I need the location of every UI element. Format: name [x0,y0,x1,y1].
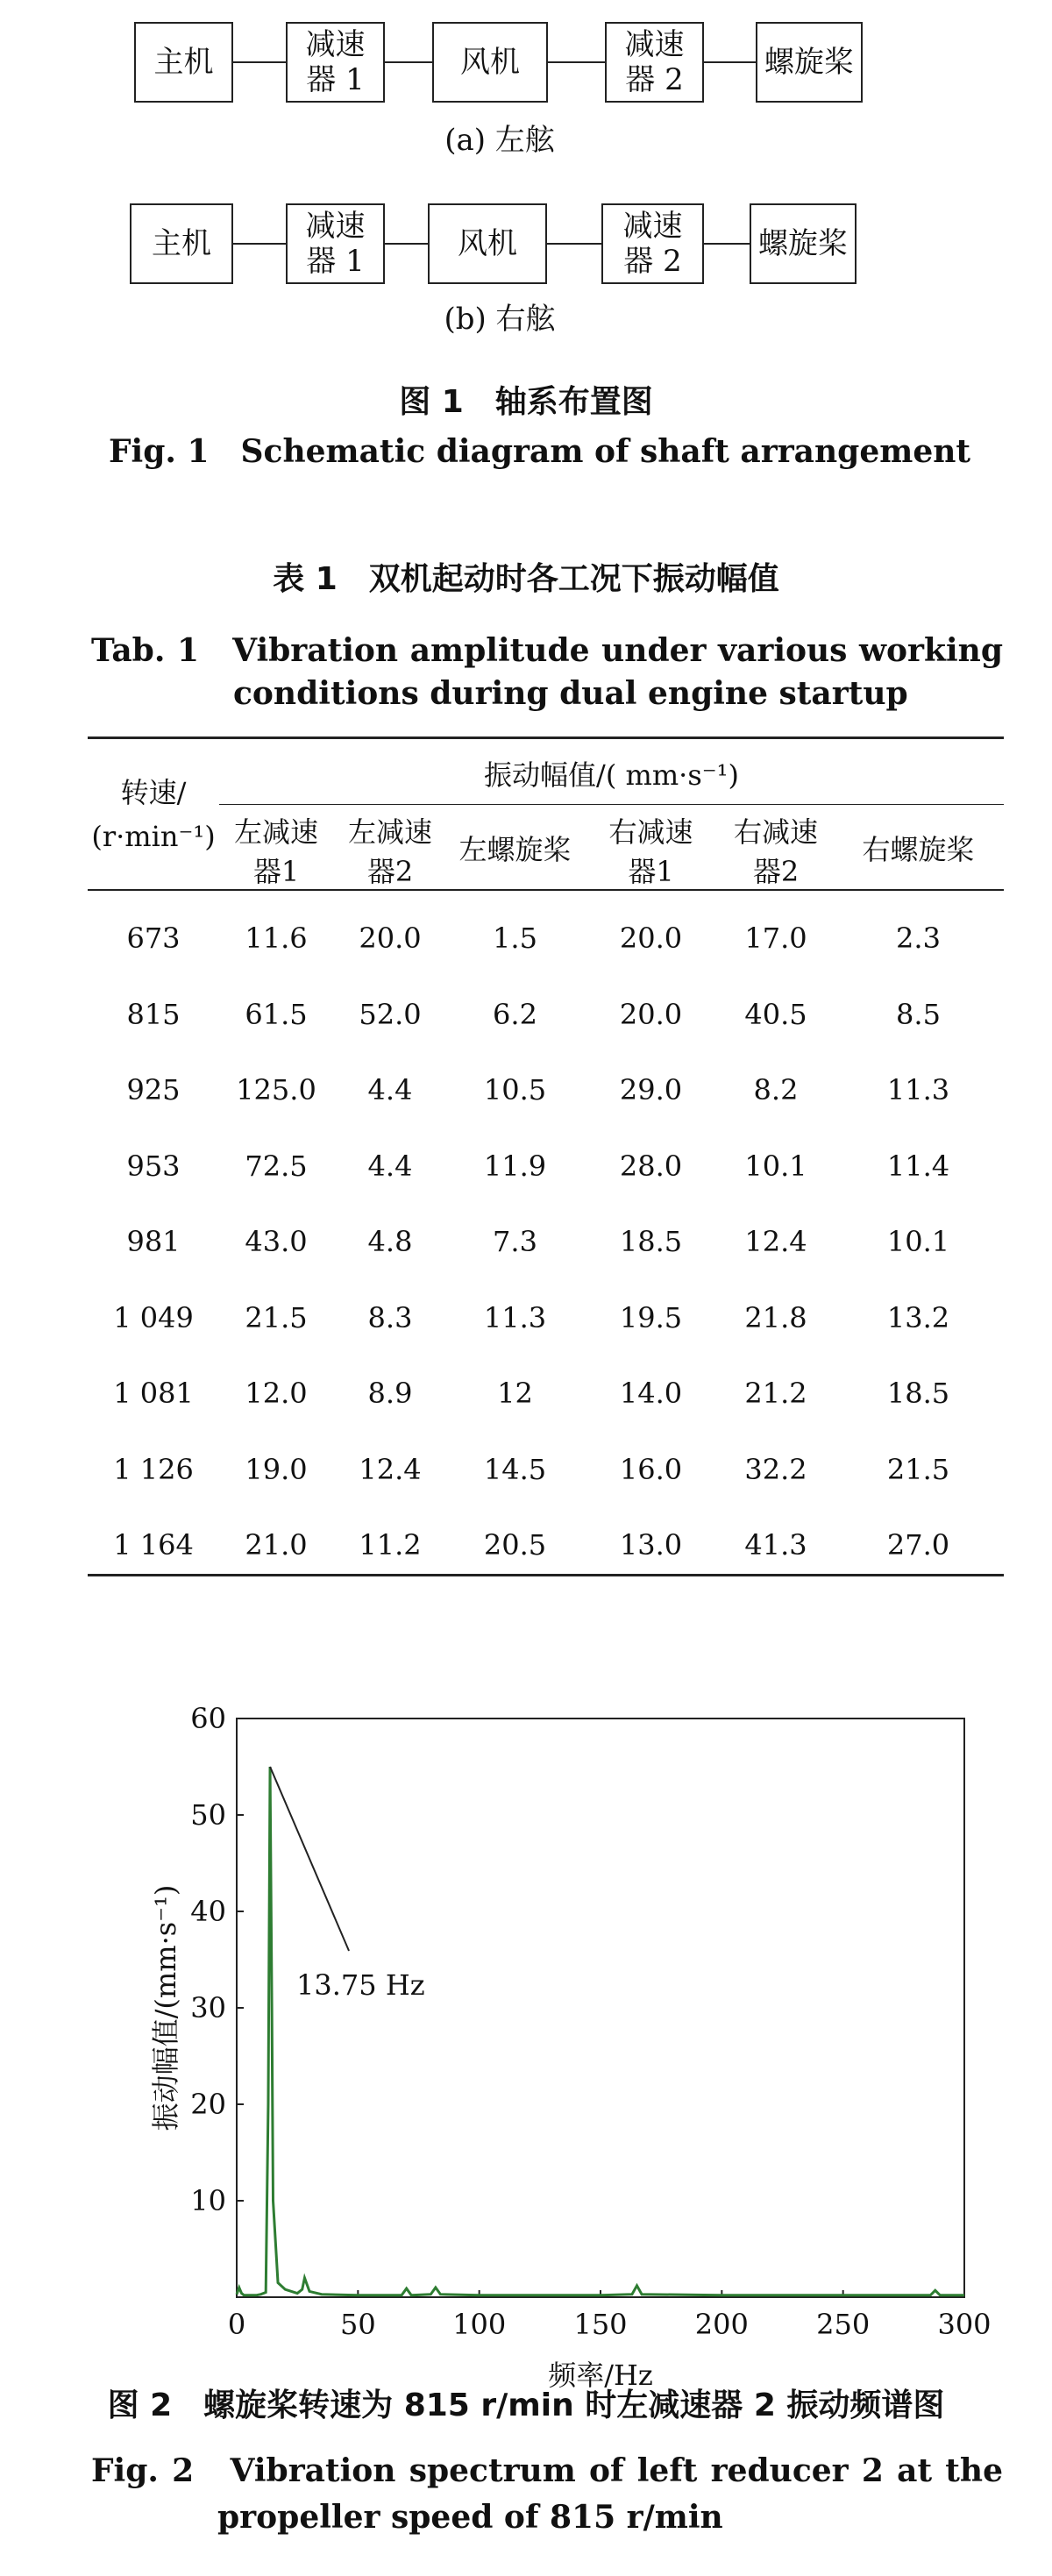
table-top-rule [88,737,1004,739]
amplitude-cell: 41.3 [744,1528,807,1562]
amplitude-cell: 21.5 [886,1452,950,1486]
annotation-label: 13.75 Hz [296,1968,425,2002]
amplitude-cell: 10.1 [886,1225,950,1258]
column-header: 左螺旋桨 [458,833,572,866]
block-fan-right: 风机 [428,203,547,284]
amplitude-cell: 72.5 [245,1149,308,1183]
speed-cell: 1 081 [113,1377,194,1410]
table-1-caption-cn: 表 1 双机起动时各工况下振动幅值 [273,561,779,597]
column-header: 左减速 [233,815,318,849]
amplitude-cell: 20.5 [483,1528,547,1562]
speed-cell: 1 049 [113,1300,194,1334]
y-tick-label: 40 [190,1895,226,1928]
amplitude-cell: 61.5 [245,997,308,1031]
y-tick-label: 60 [190,1702,226,1735]
amplitude-cell: 11.9 [483,1149,547,1183]
x-tick-label: 100 [452,2308,507,2341]
amplitude-cell: 52.0 [359,997,422,1031]
spectrum-line [237,1767,964,2295]
amplitude-cell: 11.3 [886,1073,950,1107]
amplitude-cell: 21.5 [245,1300,308,1334]
column-header-line2: 器1 [628,855,674,888]
block-propeller-left: 螺旋桨 [756,22,863,103]
connector [547,243,601,245]
amplitude-cell: 7.3 [493,1225,537,1258]
amplitude-cell: 19.0 [245,1452,308,1486]
amplitude-cell: 20.0 [619,922,683,955]
amplitude-cell: 11.4 [886,1149,950,1183]
amplitude-cell: 12 [497,1377,533,1410]
amplitude-cell: 21.0 [245,1528,308,1562]
amplitude-cell: 20.0 [619,997,683,1031]
block-reducer2-left: 减速器 2 [605,22,704,103]
x-axis-label: 频率/Hz [548,2359,653,2392]
header-speed-line2: (r·min⁻¹) [91,820,216,853]
amplitude-cell: 12.4 [744,1225,807,1258]
amplitude-cell: 8.5 [896,997,941,1031]
amplitude-cell: 29.0 [619,1073,683,1107]
x-tick-label: 50 [339,2308,376,2341]
amplitude-cell: 40.5 [744,997,807,1031]
subcaption-b: (b) 右舷 [444,302,556,337]
amplitude-cell: 21.8 [744,1300,807,1334]
amplitude-cell: 8.9 [367,1377,413,1410]
connector [385,61,432,63]
block-main-engine-left: 主机 [134,22,233,103]
column-header-line2: 器2 [752,855,800,888]
x-tick-label: 250 [816,2308,871,2341]
spectrum-chart [0,1631,1052,2392]
amplitude-cell: 14.0 [619,1377,683,1410]
block-reducer1-left: 减速器 1 [286,22,385,103]
amplitude-cell: 4.4 [367,1073,413,1107]
y-tick-label: 10 [190,2184,226,2217]
connector [233,61,286,63]
column-header-line2: 器1 [252,855,300,888]
amplitude-cell: 12.0 [245,1377,308,1410]
speed-cell: 953 [126,1149,181,1183]
block-propeller-right: 螺旋桨 [750,203,857,284]
table-bottom-rule [88,1574,1004,1576]
figure-2-caption-en-line1: Fig. 2 Vibration spectrum of left reducer 2 at the [91,2452,1003,2489]
speed-cell: 673 [126,922,181,955]
column-header: 右减速 [608,815,693,849]
x-tick-label: 0 [227,2308,246,2341]
amplitude-cell: 27.0 [886,1528,950,1562]
column-header: 左减速 [347,815,432,849]
figure-1-caption-en: Fig. 1 Schematic diagram of shaft arrangement [109,433,971,470]
amplitude-cell: 13.0 [619,1528,683,1562]
speed-cell: 981 [126,1225,181,1258]
table-1-caption-en-line2: conditions during dual engine startup [233,675,908,712]
speed-cell: 815 [126,997,181,1031]
amplitude-cell: 14.5 [483,1452,547,1486]
amplitude-cell: 18.5 [886,1377,950,1410]
amplitude-cell: 32.2 [744,1452,807,1486]
figure-2-caption-cn: 图 2 螺旋桨转速为 815 r/min 时左减速器 2 振动频谱图 [107,2387,945,2423]
x-tick-label: 150 [573,2308,628,2341]
amplitude-cell: 21.2 [744,1377,807,1410]
y-axis-label: 振动幅值/(mm·s⁻¹) [149,1884,182,2131]
column-header: 右螺旋桨 [862,833,975,866]
amplitude-cell: 125.0 [236,1073,316,1107]
amplitude-cell: 10.5 [483,1073,547,1107]
amplitude-cell: 28.0 [619,1149,683,1183]
block-fan-left: 风机 [432,22,548,103]
x-tick-label: 200 [694,2308,749,2341]
amplitude-cell: 13.2 [886,1300,950,1334]
y-tick-label: 50 [190,1798,226,1832]
speed-cell: 1 126 [113,1452,194,1486]
amplitude-cell: 12.4 [359,1452,422,1486]
amplitude-cell: 19.5 [619,1300,683,1334]
block-main-engine-right: 主机 [130,203,233,284]
connector [548,61,605,63]
connector [385,243,428,245]
connector [704,243,750,245]
amplitude-cell: 6.2 [493,997,537,1031]
speed-cell: 1 164 [113,1528,194,1562]
column-header-line2: 器2 [366,855,414,888]
subcaption-a: (a) 左舷 [444,123,555,158]
figure-1-caption-cn: 图 1 轴系布置图 [399,384,653,420]
column-header: 右减速 [733,815,818,849]
amplitude-cell: 11.6 [245,922,308,955]
y-tick-label: 20 [190,2088,226,2121]
figure-2-caption-en-line2: propeller speed of 815 r/min [217,2499,723,2536]
header-amplitude-group: 振动幅值/( mm·s⁻¹) [484,758,739,792]
table-1-caption-en-line1: Tab. 1 Vibration amplitude under various working [91,632,1003,669]
amplitude-cell: 11.2 [359,1528,422,1562]
speed-cell: 925 [126,1073,181,1107]
amplitude-cell: 20.0 [359,922,422,955]
amplitude-cell: 16.0 [619,1452,683,1486]
amplitude-cell: 11.3 [483,1300,547,1334]
connector [233,243,286,245]
header-speed-line1: 转速/ [120,776,187,809]
table-group-rule [219,804,1004,805]
amplitude-cell: 8.2 [753,1073,799,1107]
amplitude-cell: 2.3 [896,922,941,955]
amplitude-cell: 4.4 [367,1149,413,1183]
block-reducer1-right: 减速器 1 [286,203,385,284]
y-tick-label: 30 [190,1991,226,2025]
annotation-pointer [270,1767,349,1951]
x-tick-label: 300 [937,2308,992,2341]
amplitude-cell: 1.5 [493,922,537,955]
amplitude-cell: 17.0 [744,922,807,955]
amplitude-cell: 8.3 [367,1300,413,1334]
amplitude-cell: 4.8 [367,1225,413,1258]
block-reducer2-right: 减速器 2 [601,203,704,284]
connector [704,61,756,63]
amplitude-cell: 18.5 [619,1225,683,1258]
amplitude-cell: 10.1 [744,1149,807,1183]
plot-frame [237,1719,964,2297]
amplitude-cell: 43.0 [245,1225,308,1258]
